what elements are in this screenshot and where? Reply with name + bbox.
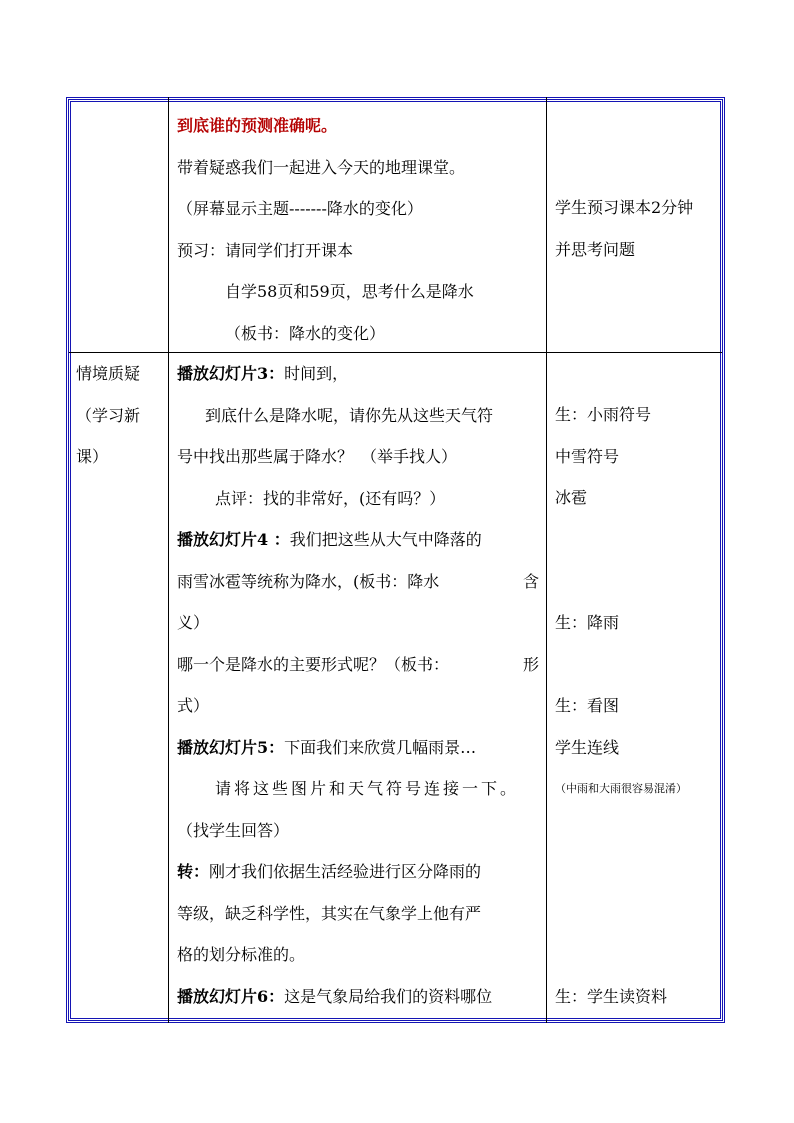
science-line: 等级，缺乏科学性，其实在气象学上他有严 bbox=[177, 903, 482, 923]
column-divider-2 bbox=[546, 97, 547, 1023]
blackboard-line: （板书：降水的变化） bbox=[225, 323, 386, 343]
standard-line: 格的划分标准的。 bbox=[177, 945, 306, 964]
stage-label-3: 课） bbox=[76, 447, 109, 466]
definition-end-line: 义） bbox=[177, 613, 210, 632]
student-answer-4: 生：降雨 bbox=[555, 613, 620, 632]
intro-line: 带着疑惑我们一起进入今天的地理课堂。 bbox=[177, 157, 466, 177]
topic-line: （屏幕显示主题-------降水的变化） bbox=[177, 199, 423, 218]
slide3-line: 播放幻灯片3：时间到， bbox=[177, 364, 349, 383]
confusion-note: （中雨和大雨很容易混淆） bbox=[555, 782, 687, 795]
stage-label-1: 情境质疑 bbox=[76, 364, 141, 383]
student-answer-8: 生：学生读资料 bbox=[555, 987, 668, 1006]
student-answer-1: 生：小雨符号 bbox=[555, 405, 652, 424]
row1-middle-cell bbox=[177, 105, 474, 354]
question-line: 到底谁的预测准确呢。 bbox=[177, 116, 338, 135]
student-answer-3: 冰雹 bbox=[555, 488, 588, 507]
row2-left-cell bbox=[76, 353, 162, 478]
student-preview-line: 学生预习课本2分钟 bbox=[555, 198, 694, 217]
student-answer-5: 生：看图 bbox=[555, 696, 620, 715]
main-form-end-line: 式） bbox=[177, 696, 210, 715]
slide6-line: 播放幻灯片6：这是气象局给我们的资料哪位 bbox=[177, 986, 493, 1006]
preview-line: 预习：请同学们打开课本 bbox=[177, 240, 354, 260]
student-think-line: 并思考问题 bbox=[555, 239, 636, 259]
comment-line: 点评：找的非常好，(还有吗？） bbox=[215, 488, 446, 508]
self-study-line: 自学58页和59页，思考什么是降水 bbox=[225, 282, 474, 301]
answer-line: （找学生回答） bbox=[177, 820, 290, 840]
row1-right-cell bbox=[555, 187, 693, 270]
find-symbols-line: 号中找出那些属于降水？ （举手找人） bbox=[177, 447, 458, 466]
definition-line: 雨雪冰雹等统称为降水，(板书：降水 含 bbox=[177, 571, 539, 591]
stage-label-2: （学习新 bbox=[76, 405, 141, 425]
slide5-line: 播放幻灯片5：下面我们来欣赏几幅雨景… bbox=[177, 737, 477, 757]
column-divider-1 bbox=[168, 97, 169, 1023]
main-form-line: 哪一个是降水的主要形式呢？（板书： 形 bbox=[177, 654, 539, 674]
student-answer-6: 学生连线 bbox=[555, 738, 620, 757]
row2-middle-cell bbox=[177, 353, 539, 1017]
row2-right-cell bbox=[555, 394, 651, 519]
slide4-line: 播放幻灯片4 ：我们把这些从大气中降落的 bbox=[177, 530, 482, 549]
student-answer-2: 中雪符号 bbox=[555, 446, 620, 466]
connect-line: 请将这些图片和天气符号连接一下。 bbox=[215, 779, 520, 798]
what-is-precipitation-line: 到底什么是降水呢，请你先从这些天气符 bbox=[205, 405, 494, 425]
turn-line: 转：刚才我们依据生活经验进行区分降雨的 bbox=[177, 862, 482, 881]
